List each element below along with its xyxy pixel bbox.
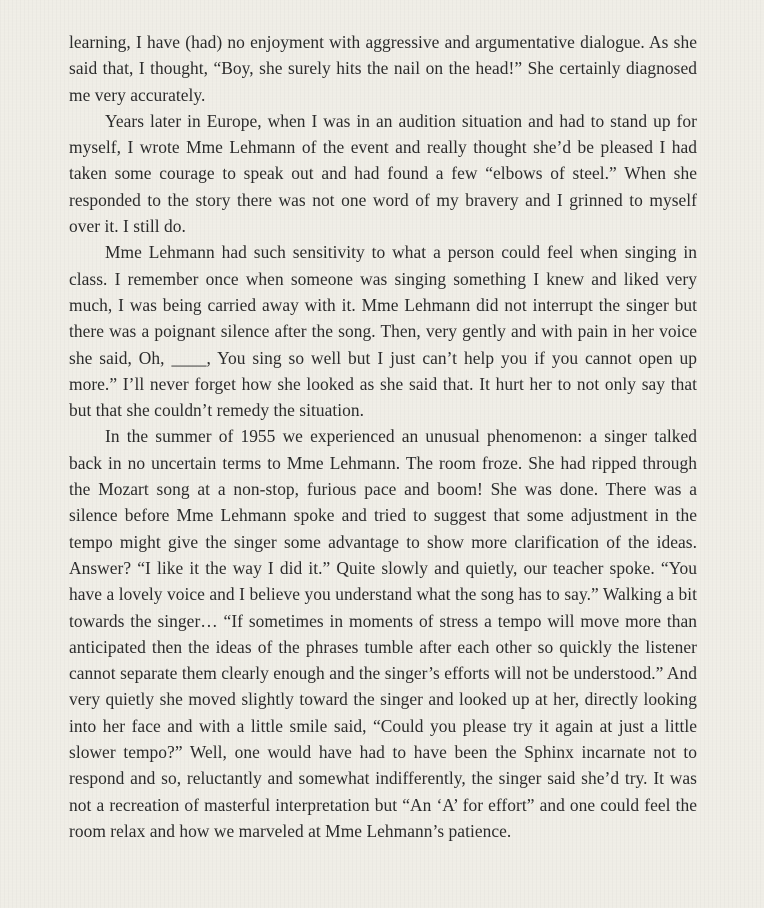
paragraph-summer-1955: In the summer of 1955 we experienced an unusual phenomenon: a singer talked back in no uncertain terms to Mme Lehmann. The room froze. She had ripped through the Mozart song at a non-stop, furious pace and boom! She was done. There was a silence before Mme Lehmann spoke and tried to suggest that some adjustment in the tempo might give the singer some advantage to show more clarification of the ideas. Answer? “I like it the way I did it.” Quite slowly and quietly, our teacher spoke. “You have a lovely voice and I believe you understand what the song has to say.” Walking a bit towards the singer… “If sometimes in moments of stress a tempo will move more than anticipated then the ideas of the phrases tumble after each other so quickly the listener cannot separate them clearly enough and the singer’s efforts will not be understood.” And very quietly she moved slightly toward the singer and looked up at her, directly looking into her face and with a little smile said, “Could you please try it again at just a little slower tempo?” Well, one would have had to have been the Sphinx incarnate not to respond and so, reluctantly and somewhat indifferently, the singer said she’d try. It was not a recreation of masterful interpretation but “An ‘A’ for effort” and one could feel the room relax and how we marveled at Mme Lehmann’s patience. bbox=[69, 426, 697, 841]
paragraph-continued: learning, I have (had) no enjoyment with aggressive and argumentative dialogue. As she said that, I thought, “Boy, she surely hits the nail on the head!” She certainly diagnosed me very accurately. bbox=[69, 32, 697, 105]
paragraph-europe-audition: Years later in Europe, when I was in an audition situation and had to stand up for myself, I wrote Mme Lehmann of the event and really thought she’d be pleased I had taken some courage to speak out and had found a few “elbows of steel.” When she responded to the story there was not one word of my bravery and I grinned to myself over it. I still do. bbox=[69, 110, 697, 237]
document-page bbox=[69, 29, 697, 844]
paragraph-sensitivity: Mme Lehmann had such sensitivity to what a person could feel when singing in class. I remember once when someone was singing something I knew and liked very much, I was being carried away with it. Mme Lehmann did not interrupt the singer but there was a poignant silence after the song. Then, very gently and with pain in her voice she said, Oh, ____, You sing so well but I just can’t help you if you cannot open up more.” I’ll never forget how she looked as she said that. It hurt her to not only say that but that she couldn’t remedy the situation. bbox=[69, 242, 697, 421]
